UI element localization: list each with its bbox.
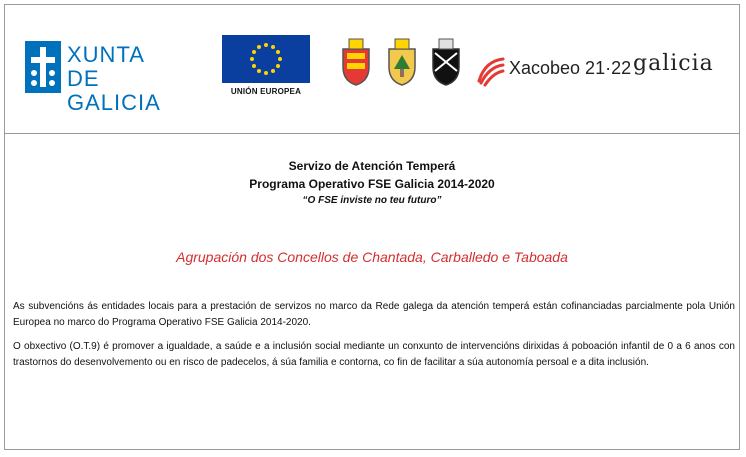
eu-flag-icon <box>222 35 310 83</box>
program-title: Programa Operativo FSE Galicia 2014-2020 <box>249 177 495 191</box>
eu-label: UNIÓN EUROPEA <box>230 87 302 96</box>
galicia-logo: galicia <box>633 51 714 76</box>
xunta-line1: XUNTA <box>67 42 145 67</box>
xacobeo-logo <box>475 53 635 89</box>
xunta-line2: DE GALICIA <box>67 66 161 115</box>
xunta-text <box>67 43 200 115</box>
slogan: “O FSE inviste no teu futuro” <box>302 195 442 206</box>
shield-icon <box>429 37 463 89</box>
xacobeo-shell-icon <box>475 55 507 87</box>
service-title: Servizo de Atención Temperá <box>288 159 456 173</box>
eu-logo <box>222 35 314 103</box>
document-frame <box>4 4 740 450</box>
paragraph-2: O obxectivo (O.T.9) é promover a igualdade, a saúde e a inclusión social mediante un conxunto de intervencións dirixidas á poboación infantil de 0 a 6 anos con trastornos do desenvolvemento ou en risco de padecelos, á súa familia e contorna, co fin de facilitar a súa autonomía persoal e a dita inclusión. <box>13 341 735 368</box>
shield-icon <box>339 37 373 89</box>
xacobeo-text: Xacobeo 21·22 <box>509 58 632 78</box>
logo-band <box>5 5 739 134</box>
xunta-cross-icon <box>25 41 61 93</box>
shield-icon <box>385 37 419 89</box>
paragraph-1: As subvencións ás entidades locais para a prestación de servizos no marco da Rede galega da atención temperá están cofinanciadas parcialmente pola Unión Europea no marco do Programa Operativo FSE Galicia 2014-2020. <box>13 301 735 328</box>
agrupacion-title: Agrupación dos Concellos de Chantada, Carballedo e Taboada <box>176 249 568 265</box>
xunta-logo <box>25 41 200 115</box>
